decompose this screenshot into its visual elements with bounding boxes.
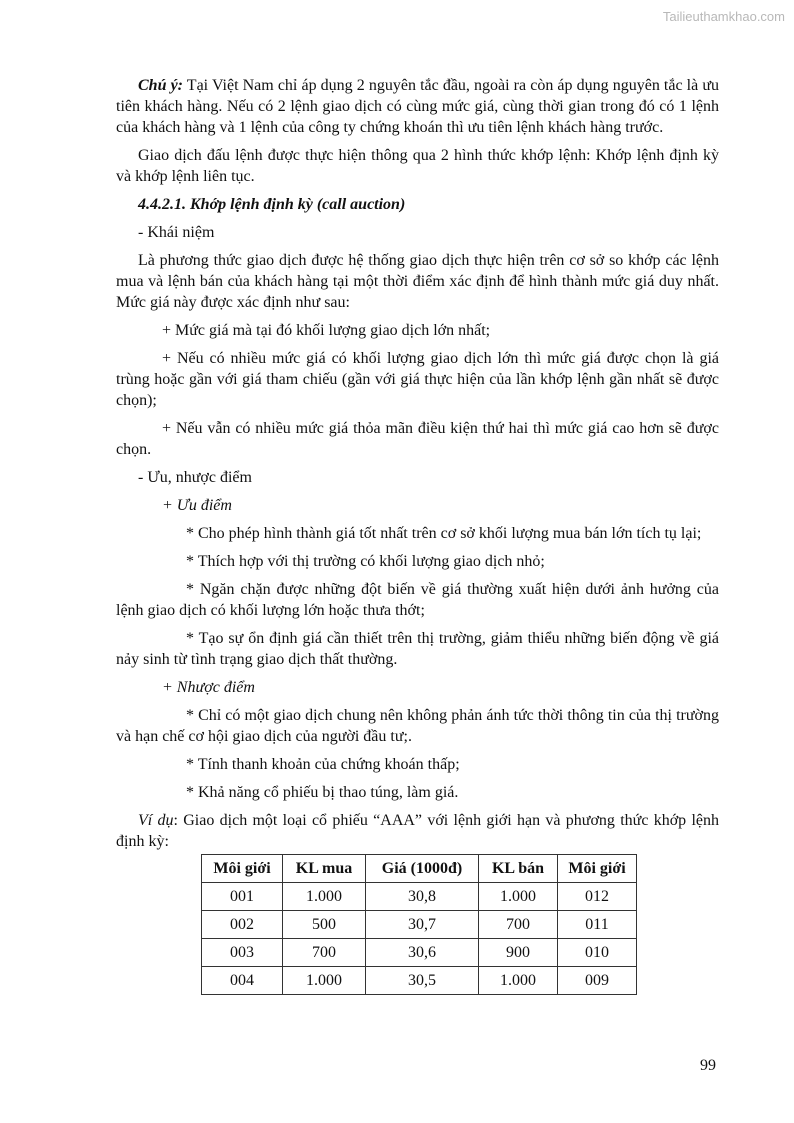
column-header: KL bán [479,855,558,883]
table-cell: 002 [202,911,283,939]
table-cell: 1.000 [479,883,558,911]
rule-item: + Nếu có nhiều mức giá có khối lượng giao dịch lớn thì mức giá được chọn là giá trùng hoặc gần với giá tham chiếu (gần với giá thực hiện của lần khớp lệnh gần nhất sẽ được chọn); [116,350,719,409]
note-text: Tại Việt Nam chỉ áp dụng 2 nguyên tắc đầu, ngoài ra còn áp dụng nguyên tắc là ưu tiên khách hàng. Nếu có 2 lệnh giao dịch có cùng mức giá, cùng thời gian trong đó có 1 lệnh của khách hàng và 1 lệnh của công ty chứng khoán thì ưu tiên lệnh khách hàng trước. [116,77,719,136]
table-cell: 700 [479,911,558,939]
advantage-item: * Thích hợp với thị trường có khối lượng giao dịch nhỏ; [186,553,545,570]
rule-item: + Nếu vẫn có nhiều mức giá thỏa mãn điều kiện thứ hai thì mức giá cao hơn sẽ được chọn. [116,420,719,458]
disadvantages-label: + Nhược điểm [162,679,255,696]
table-cell: 010 [558,939,637,967]
table-row [202,911,637,939]
rule-item: + Mức giá mà tại đó khối lượng giao dịch lớn nhất; [162,322,491,339]
table-cell: 500 [283,911,366,939]
page-number: 99 [700,1057,716,1074]
table-cell: 30,6 [366,939,479,967]
advantage-item: * Tạo sự ổn định giá cần thiết trên thị trường, giảm thiểu những biến động về giá nảy sinh từ tình trạng giao dịch thất thường. [116,630,719,668]
column-header: Giá (1000đ) [366,855,479,883]
column-header: Môi giới [558,855,637,883]
note-label: Chú ý: [138,77,183,94]
example-text: : Giao dịch một loại cổ phiếu “AAA” với lệnh giới hạn và phương thức khớp lệnh định kỳ: [116,812,720,850]
section-heading: 4.4.2.1. Khớp lệnh định kỳ (call auction) [138,196,406,213]
order-table [201,854,637,995]
table-cell: 1.000 [479,967,558,995]
table-row [202,967,637,995]
table-cell: 001 [202,883,283,911]
table-cell: 011 [558,911,637,939]
table-cell: 1.000 [283,967,366,995]
table-cell: 30,7 [366,911,479,939]
table-cell: 003 [202,939,283,967]
table-cell: 1.000 [283,883,366,911]
page-body [116,75,719,995]
table-cell: 012 [558,883,637,911]
advantages-label: + Ưu điểm [162,497,232,514]
intro-paragraph: Giao dịch đấu lệnh được thực hiện thông qua 2 hình thức khớp lệnh: Khớp lệnh định kỳ và khớp lệnh liên tục. [116,147,719,185]
table-cell: 900 [479,939,558,967]
column-header: Môi giới [202,855,283,883]
advantage-item: * Cho phép hình thành giá tốt nhất trên cơ sở khối lượng mua bán lớn tích tụ lại; [186,525,702,542]
column-header: KL mua [283,855,366,883]
advantage-item: * Ngăn chặn được những đột biến về giá thường xuất hiện dưới ảnh hưởng của lệnh giao dịch có khối lượng lớn hoặc thưa thớt; [116,581,719,619]
disadvantage-item: * Chỉ có một giao dịch chung nên không phản ánh tức thời thông tin của thị trường và hạn chế cơ hội giao dịch của người đầu tư;. [116,707,719,745]
table-cell: 004 [202,967,283,995]
concept-text: Là phương thức giao dịch được hệ thống giao dịch thực hiện trên cơ sở so khớp các lệnh mua và lệnh bán của khách hàng tại một thời điểm xác định để hình thành mức giá duy nhất. Mức giá này được xác định như sau: [116,252,719,311]
table-header-row [202,855,637,883]
table-cell: 700 [283,939,366,967]
table-row [202,939,637,967]
note-paragraph [116,75,719,138]
watermark: Tailieuthamkhao.com [662,9,785,24]
table-row [202,883,637,911]
example-label: Ví dụ [138,812,174,829]
disadvantage-item: * Khả năng cổ phiếu bị thao túng, làm giá. [186,784,459,801]
disadvantage-item: * Tính thanh khoản của chứng khoán thấp; [186,756,460,773]
concept-label: - Khái niệm [138,224,215,241]
pros-cons-label: - Ưu, nhược điểm [138,469,252,486]
table-cell: 30,5 [366,967,479,995]
example-paragraph [116,810,719,852]
table-cell: 009 [558,967,637,995]
table-cell: 30,8 [366,883,479,911]
